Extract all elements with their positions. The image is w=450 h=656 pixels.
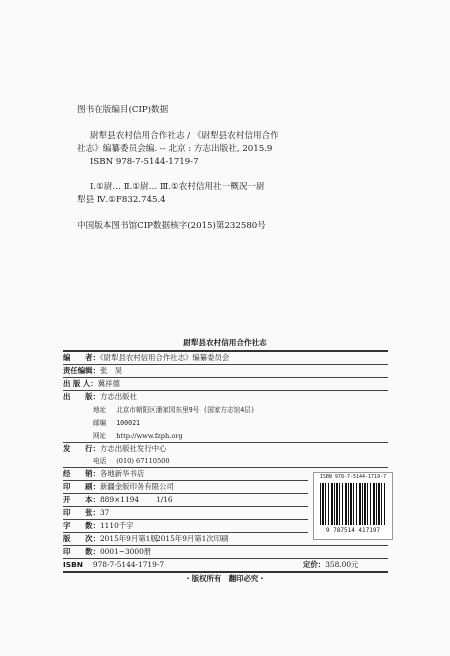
divider <box>63 467 388 468</box>
barcode-top-text: ISBN 978-7-5144-1719-7 <box>319 474 387 480</box>
printer-value: 新疆金版印务有限公司 <box>99 482 174 491</box>
format-value-2: 1/16 <box>156 495 173 504</box>
sheets-value: 37 <box>99 508 110 517</box>
imprint-top-rule <box>63 350 388 352</box>
cip-number: 中国版本图书馆CIP数据核字(2015)第232580号 <box>77 221 266 231</box>
rights-notice: ・版权所有 翻印必究・ <box>184 574 266 583</box>
divider <box>63 519 308 520</box>
url-value: http://www.fzph.org <box>116 432 183 440</box>
edition-label: 版 次： <box>63 534 100 543</box>
price-value: 358.00元 <box>325 560 359 569</box>
divider <box>63 532 308 533</box>
zip-value: 100021 <box>116 419 141 427</box>
sheets-label: 印 张： <box>63 508 100 517</box>
printing-value: 2015年9月第1次印刷 <box>156 534 229 543</box>
divider <box>63 377 388 378</box>
words-label: 字 数： <box>63 521 100 530</box>
resp-editor-label: 责任编辑： <box>63 366 100 375</box>
divider <box>63 545 388 546</box>
phone-label: 电话 <box>93 457 107 465</box>
divider <box>63 506 308 507</box>
words-value: 1110千字 <box>99 521 134 530</box>
copies-value: 0001~3000册 <box>99 547 152 556</box>
cip-heading: 图书在版编目(CIP)数据 <box>77 105 169 115</box>
copies-label: 印 数： <box>63 547 100 556</box>
sales-value: 各地新华书店 <box>99 469 145 478</box>
printer-label: 印 刷： <box>63 482 100 491</box>
cip-subject-line2: 犁县 Ⅳ.①F832.745.4 <box>77 195 166 205</box>
divider <box>63 442 388 443</box>
isbn-value: 978-7-5144-1719-7 <box>92 560 165 569</box>
divider <box>63 390 388 391</box>
resp-editor-value: 张 昊 <box>99 366 123 375</box>
isbn-barcode <box>313 472 393 540</box>
address-value: 北京市朝阳区潘家园东里9号 (国家方志馆4层) <box>116 406 255 414</box>
barcode-bottom-text: 9 787514 417197 <box>325 527 381 534</box>
url-label: 网址 <box>93 432 107 440</box>
publisher-person-label: 出 版 人： <box>63 379 98 388</box>
distributor-label: 发 行： <box>63 444 100 453</box>
sales-label: 经 销： <box>63 469 100 478</box>
divider <box>63 558 388 559</box>
price-label: 定价： <box>303 560 326 569</box>
editor-value: 《尉犁县农村信用合作社志》编纂委员会 <box>99 353 230 362</box>
imprint-bottom-rule <box>63 571 388 573</box>
publisher-label: 出 版： <box>63 392 100 401</box>
barcode-bars <box>320 483 386 525</box>
divider <box>63 480 308 481</box>
cip-entry-line1: 尉犁县农村信用合作社志 / 《尉犁县农村信用合作 <box>90 131 279 141</box>
cip-isbn: ISBN 978-7-5144-1719-7 <box>90 157 199 167</box>
format-label: 开 本： <box>63 495 100 504</box>
publisher-person-value: 冀祥德 <box>97 379 120 388</box>
address-label: 地址 <box>93 406 107 414</box>
imprint-title: 尉犁县农村信用合作社志 <box>183 338 267 347</box>
format-value: 889×1194 <box>99 495 140 504</box>
cip-subject-line1: Ⅰ.①尉… Ⅱ.①尉… Ⅲ.①农村信用社一概况一尉 <box>90 182 265 192</box>
cip-entry-line2: 社志》编纂委员会编. -- 北京 : 方志出版社, 2015.9 <box>77 144 273 154</box>
phone-value: (010) 67110500 <box>116 457 170 465</box>
editor-label: 编 者： <box>63 353 100 362</box>
edition-value: 2015年9月第1版 <box>99 534 158 543</box>
distributor-value: 方志出版社发行中心 <box>99 444 167 453</box>
divider <box>63 493 308 494</box>
zip-label: 邮编 <box>93 419 107 427</box>
divider <box>63 364 388 365</box>
isbn-label: ISBN <box>63 560 83 569</box>
publisher-value: 方志出版社 <box>99 392 137 401</box>
